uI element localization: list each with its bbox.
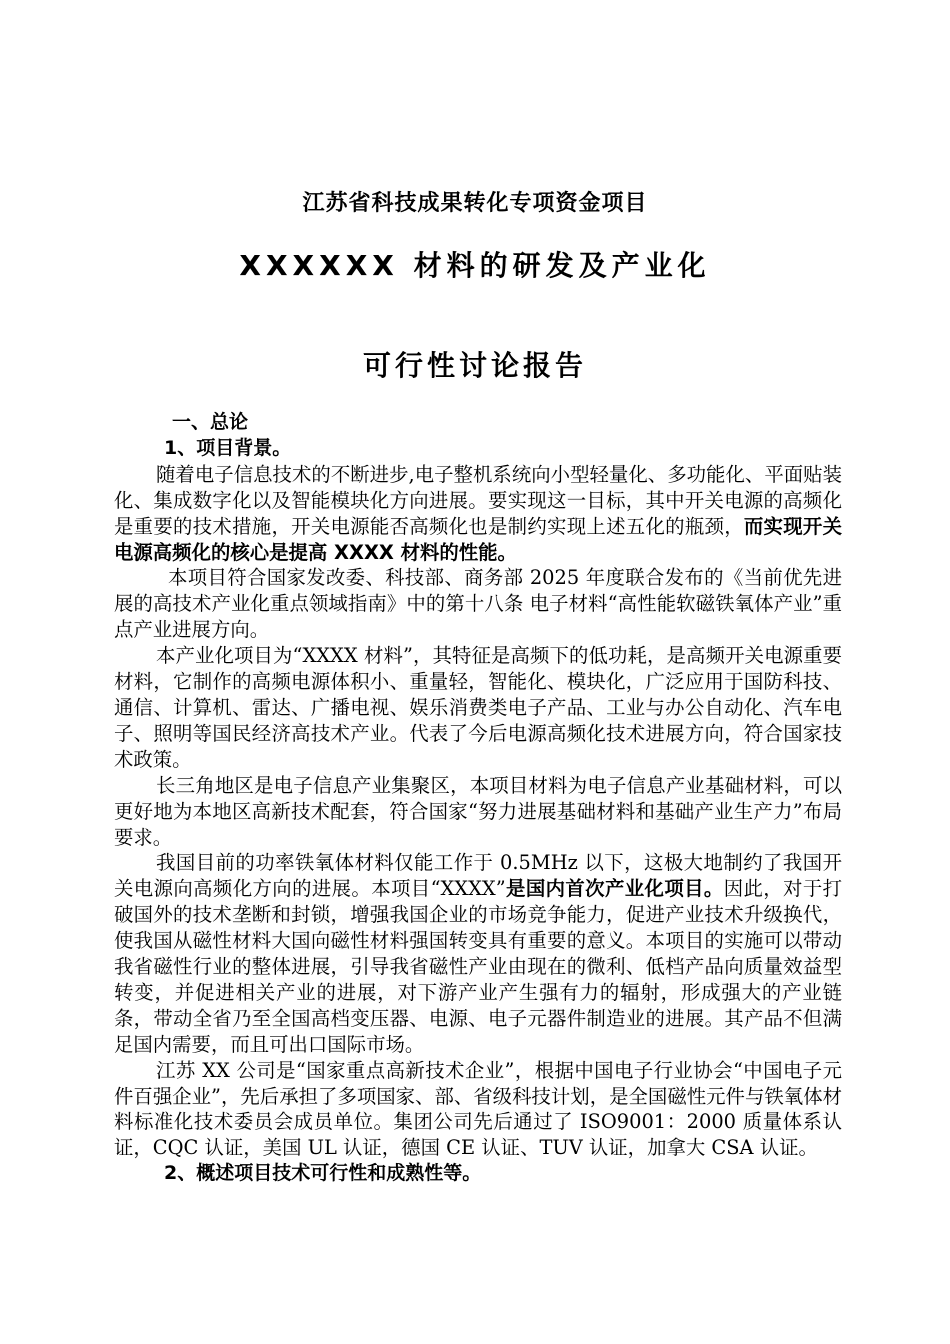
paragraph-6: 江苏 XX 公司是“国家重点高新技术企业”，根据中国电子行业协会“中国电子元件百强企业”，先后承担了多项国家、部、省级科技计划，是全国磁性元件与铁氧体材料标准化技术委员会成员单位。集团公司先后通过了 ISO9001：2000 质量体系认证，CQC 认证，美国 UL 认证，德国 CE 认证、TUV 认证，加拿大 CSA 认证。 — [114, 1058, 842, 1160]
report-title: 可行性讨论报告 — [362, 349, 587, 382]
paragraph-5-emphasis: 是国内首次产业化项目。 — [505, 877, 724, 901]
section-heading-general: 一、总论 — [172, 411, 249, 433]
paragraph-1-text: 随着电子信息技术的不断进步,电子整机系统向小型轻量化、多功能化、平面贴装化、集成数字化以及智能模块化方向进展。要实现这一目标，其中开关电源的高频化是重要的技术措施，开关电源能否高频化也是制约实现上述五化的瓶颈， — [114, 462, 842, 538]
paragraph-4: 长三角地区是电子信息产业集聚区，本项目材料为电子信息产业基础材料，可以更好地为本地区高新技术配套，符合国家“努力进展基础材料和基础产业生产力”布局要求。 — [114, 773, 842, 849]
paragraph-5-text-a: 我国目前的功率铁氧体材料仅能工作于 0.5MHz 以下，这极大地制约了我国开关电源向高频化方向的进展。本项目“XXXX” — [114, 851, 842, 901]
subsection-heading-feasibility: 2、概述项目技术可行性和成熟性等。 — [164, 1162, 482, 1185]
paragraph-3: 本产业化项目为“XXXX 材料”，其特征是高频下的低功耗，是高频开关电源重要材料，它制作的高频电源体积小、重量轻，智能化、模块化，广泛应用于国防科技、通信、计算机、雷达、广播电视、娱乐消费类电子产品、工业与办公自动化、汽车电子、照明等国民经济高技术产业。代表了今后电源高频化技术进展方向，符合国家技术政策。 — [114, 644, 842, 771]
document-body — [114, 410, 842, 1187]
paragraph-1 — [114, 462, 842, 566]
paragraph-1-emphasis: 而实现开关电源高频化的核心是提高 XXXX 材料的性能。 — [114, 514, 842, 564]
project-title: XXXXXX 材料的研发及产业化 — [239, 249, 711, 282]
subsection-heading-background: 1、项目背景。 — [164, 436, 292, 459]
paragraph-5 — [114, 850, 842, 1057]
fund-program-title: 江苏省科技成果转化专项资金项目 — [302, 191, 648, 216]
paragraph-2: 本项目符合国家发改委、科技部、商务部 2025 年度联合发布的《当前优先进展的高技术产业化重点领域指南》中的第十八条 电子材料“高性能软磁铁氧体产业”重点产业进展方向。 — [114, 566, 842, 642]
paragraph-5-text-b: 因此，对于打破国外的技术垄断和封锁，增强我国企业的市场竞争能力，促进产业技术升级换代，使我国从磁性材料大国向磁性材料强国转变具有重要的意义。本项目的实施可以带动我省磁性行业的整体进展，引导我省磁性产业由现在的微利、低档产品向质量效益型转变，并促进相关产业的进展，对下游产业产生强有力的辐射，形成强大的产业链条，带动全省乃至全国高档变压器、电源、电子元器件制造业的进展。其产品不但满足国内需要，而且可出口国际市场。 — [114, 877, 843, 1056]
